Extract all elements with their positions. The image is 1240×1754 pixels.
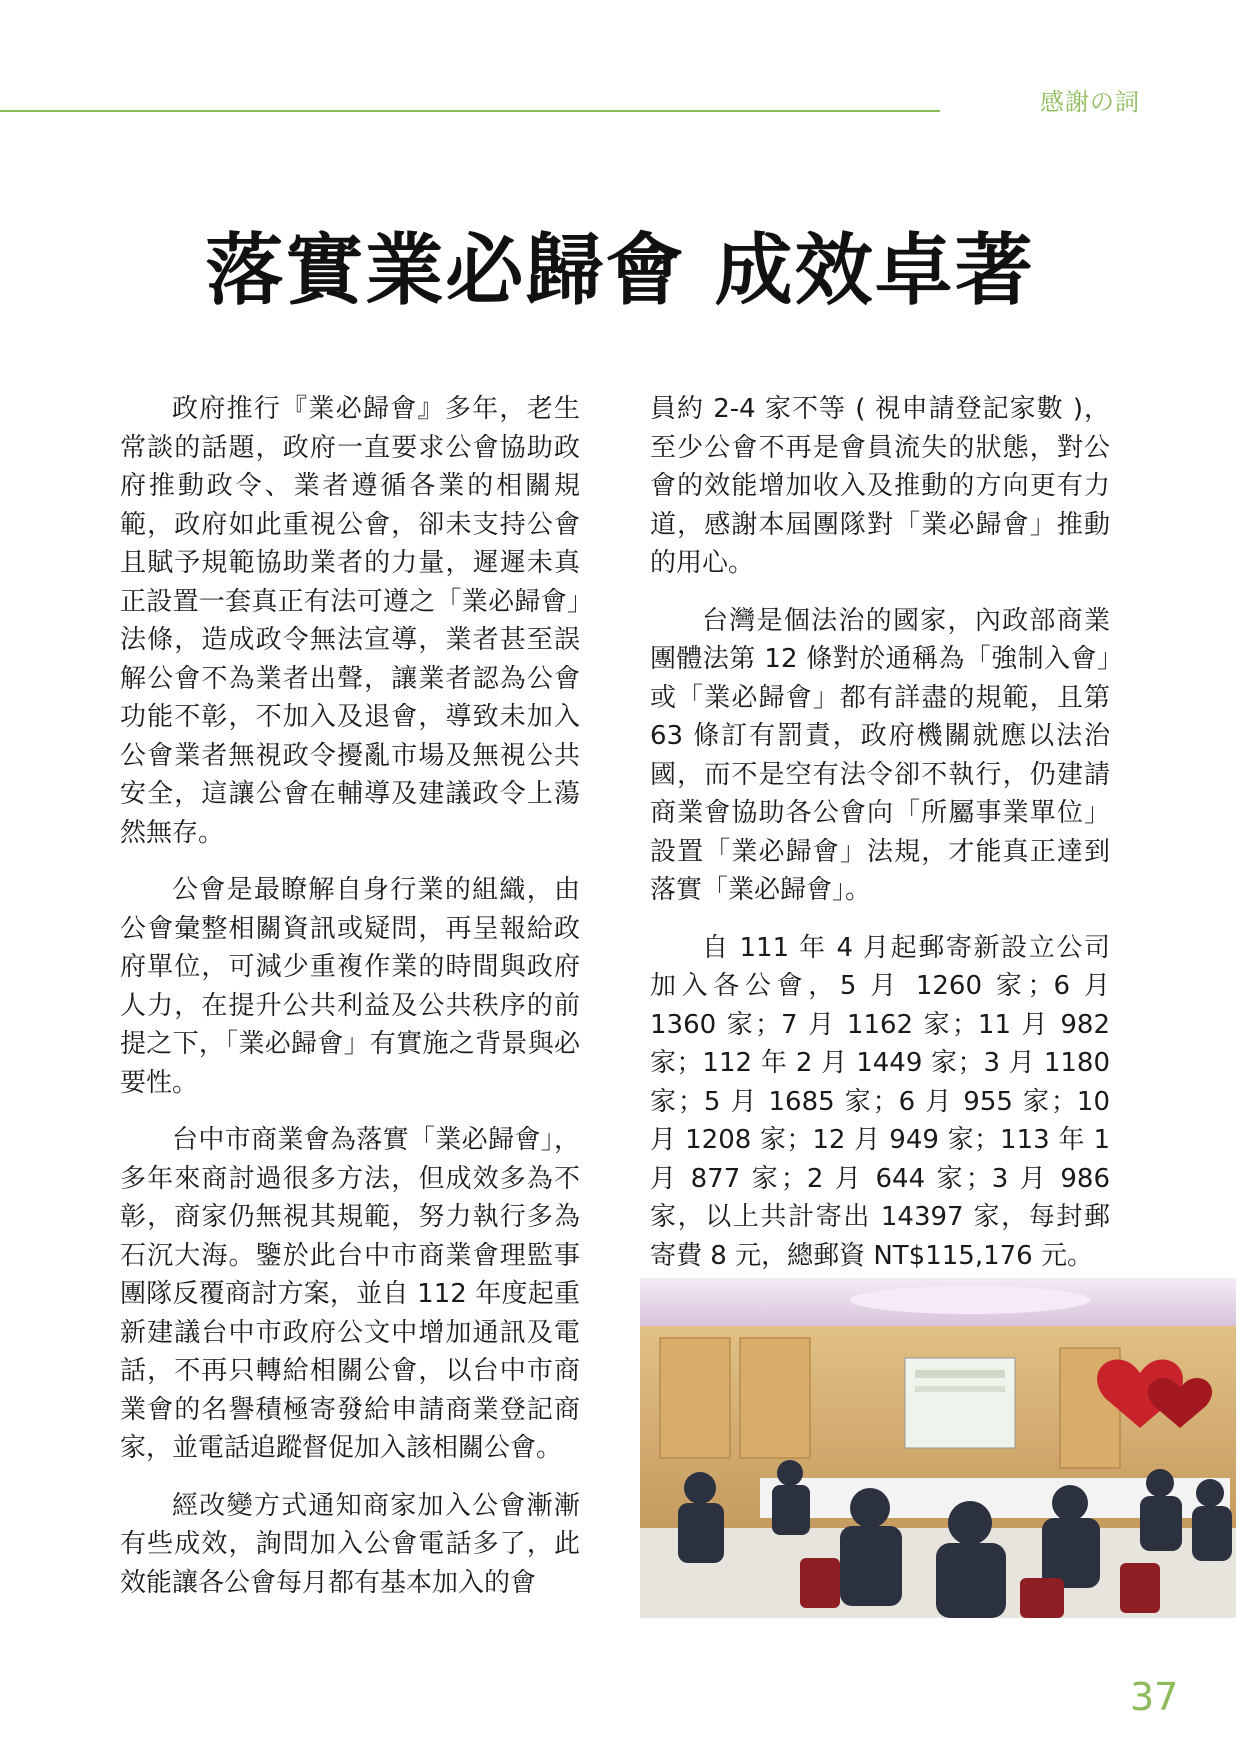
page-number: 37: [1130, 1675, 1179, 1719]
paragraph: 政府推行『業必歸會』多年，老生常談的話題，政府一直要求公會協助政府推動政令、業者遵循各業的相關規範，政府如此重視公會，卻未支持公會且賦予規範協助業者的力量，遲遲未真正設置一套真正有法可遵之「業必歸會」法條，造成政令無法宣導，業者甚至誤解公會不為業者出聲，讓業者認為公會功能不彰，不加入及退會，導致未加入公會業者無視政令擾亂市場及無視公共安全，這讓公會在輔導及建議政令上蕩然無存。: [120, 394, 580, 848]
right-column: [650, 390, 1110, 1294]
paragraph: 台中市商業會為落實「業必歸會」，多年來商討過很多方法，但成效多為不彰，商家仍無視其規範，努力執行多為石沉大海。鑒於此台中市商業會理監事團隊反覆商討方案，並自 112 年度起重新建議台中市政府公文中增加通訊及電話，不再只轉給相關公會，以台中市商業會的名譽積極寄發給申請商業登記商家，並電話追蹤督促加入該相關公會。: [120, 1125, 580, 1463]
section-tag: 感謝の詞: [1040, 88, 1140, 116]
paragraph: 自 111 年 4 月起郵寄新設立公司加入各公會，5 月 1260 家；6 月 1360 家；7 月 1162 家；11 月 982 家；112 年 2 月 1449 家；3 月 1180 家；5 月 1685 家；6 月 955 家；10 月 1208 家；12 月 949 家；113 年 1 月 877 家；2 月 644 家；3 月 986 家，以上共計寄出 14397 家，每封郵寄費 8 元，總郵資 NT$115,176 元。: [650, 932, 1110, 1271]
page-title: 落實業必歸會 成效卓著: [205, 226, 1035, 316]
meeting-photo: [640, 1278, 1236, 1618]
left-column: [120, 390, 580, 1621]
paragraph: 台灣是個法治的國家，內政部商業團體法第 12 條對於通稱為「強制入會」或「業必歸會」都有詳盡的規範，且第 63 條訂有罰責，政府機關就應以法治國，而不是空有法令卻不執行，仍建請商業會協助各公會向「所屬事業單位」設置「業必歸會」法規，才能真正達到落實「業必歸會」。: [650, 605, 1110, 905]
paragraph: 員約 2-4 家不等 ( 視申請登記家數 )，至少公會不再是會員流失的狀態，對公會的效能增加收入及推動的方向更有力道，感謝本屆團隊對「業必歸會」推動的用心。: [650, 394, 1110, 578]
meeting-photo-illustration: [640, 1278, 1236, 1618]
paragraph: 經改變方式通知商家加入公會漸漸有些成效，詢問加入公會電話多了，此效能讓各公會每月都有基本加入的會: [120, 1490, 580, 1598]
paragraph: 公會是最瞭解自身行業的組織，由公會彙整相關資訊或疑問，再呈報給政府單位，可減少重複作業的時間與政府人力，在提升公共利益及公共秩序的前提之下，「業必歸會」有實施之背景與必要性。: [120, 875, 580, 1098]
header-rule: [0, 110, 940, 112]
